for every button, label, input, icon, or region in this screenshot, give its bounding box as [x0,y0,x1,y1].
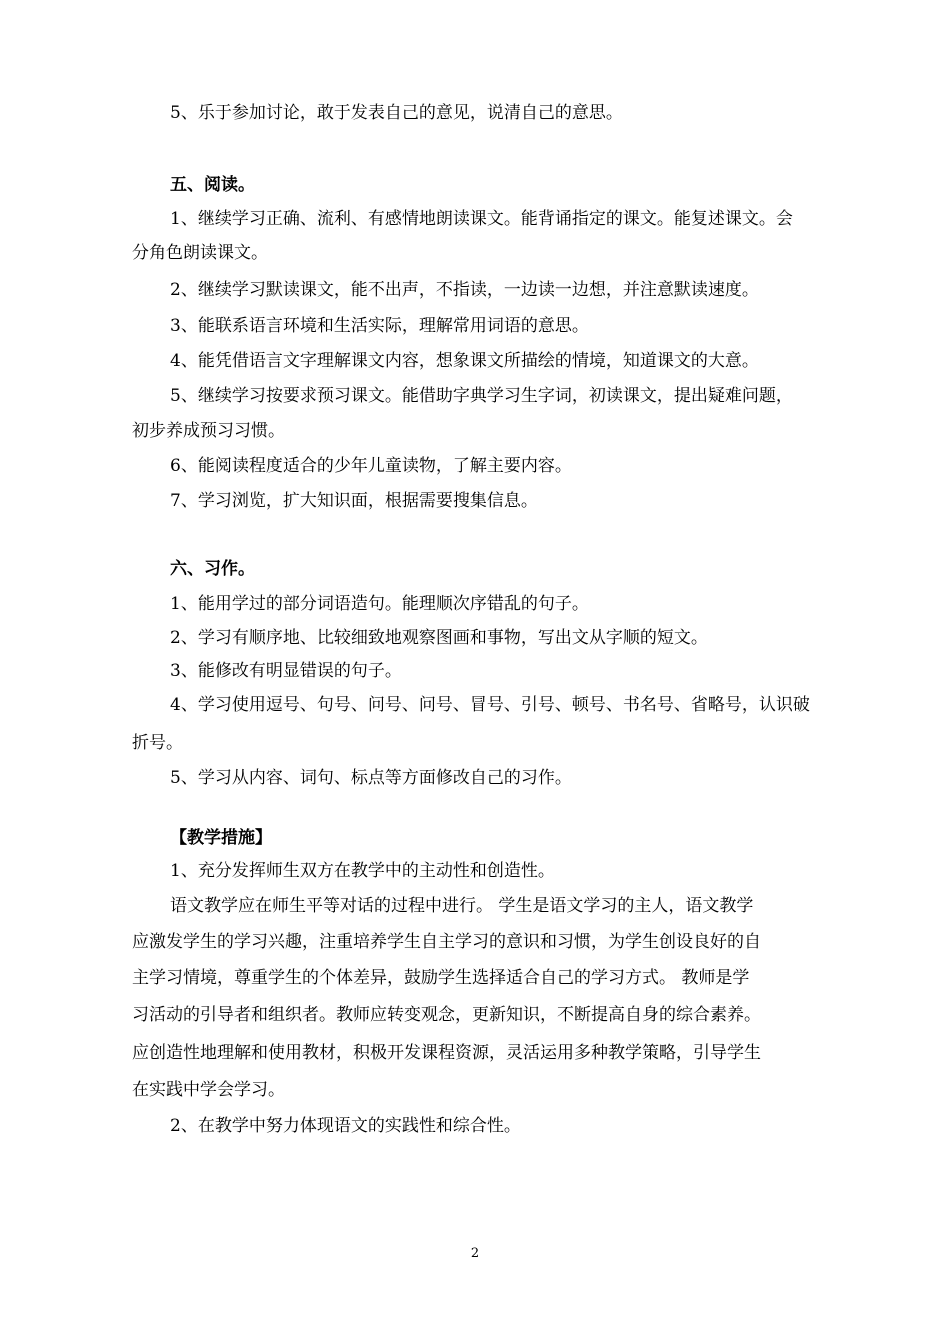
reading-item-6: 6、能阅读程度适合的少年儿童读物，了解主要内容。 [170,456,572,476]
measure-item-2: 2、在教学中努力体现语文的实践性和综合性。 [170,1116,521,1136]
reading-item-7: 7、学习浏览，扩大知识面，根据需要搜集信息。 [170,491,538,511]
section-heading-writing: 六、习作。 [170,559,255,579]
reading-item-2: 2、继续学习默读课文，能不出声，不指读，一边读一边想，并注意默读速度。 [170,280,759,300]
writing-item-4: 4、学习使用逗号、句号、问号、问号、冒号、引号、顿号、书名号、省略号，认识破 [170,695,810,715]
measure-paragraph-line-1: 语文教学应在师生平等对话的过程中进行。 学生是语文学习的主人，语文教学 [170,896,754,916]
speaking-item-5: 5、乐于参加讨论，敢于发表自己的意见，说清自己的意思。 [170,103,623,123]
measure-paragraph-line-6: 在实践中学会学习。 [132,1080,285,1100]
reading-item-1: 1、继续学习正确、流利、有感情地朗读课文。能背诵指定的课文。能复述课文。会 [170,209,793,229]
writing-item-1: 1、能用学过的部分词语造句。能理顺次序错乱的句子。 [170,594,589,614]
reading-item-4: 4、能凭借语言文字理解课文内容，想象课文所描绘的情境，知道课文的大意。 [170,351,759,371]
reading-item-3: 3、能联系语言环境和生活实际，理解常用词语的意思。 [170,316,589,336]
reading-item-5: 5、继续学习按要求预习课文。能借助字典学习生字词，初读课文，提出疑难问题， [170,386,793,406]
measure-paragraph-line-2: 应激发学生的学习兴趣，注重培养学生自主学习的意识和习惯，为学生创设良好的自 [132,932,761,952]
section-heading-teaching-measures: 【教学措施】 [170,828,272,848]
writing-item-5: 5、学习从内容、词句、标点等方面修改自己的习作。 [170,768,572,788]
measure-paragraph-line-5: 应创造性地理解和使用教材，积极开发课程资源，灵活运用多种教学策略，引导学生 [132,1043,761,1063]
reading-item-1-cont: 分角色朗读课文。 [132,243,268,263]
writing-item-2: 2、学习有顺序地、比较细致地观察图画和事物，写出文从字顺的短文。 [170,628,708,648]
reading-item-5-cont: 初步养成预习习惯。 [132,421,285,441]
writing-item-4-cont: 折号。 [132,733,183,753]
measure-item-1: 1、充分发挥师生双方在教学中的主动性和创造性。 [170,861,555,881]
section-heading-reading: 五、阅读。 [170,175,255,195]
page-number: 2 [470,1246,480,1261]
measure-paragraph-line-4: 习活动的引导者和组织者。教师应转变观念，更新知识，不断提高自身的综合素养。 [132,1005,761,1025]
measure-paragraph-line-3: 主学习情境，尊重学生的个体差异，鼓励学生选择适合自己的学习方式。 教师是学 [132,968,750,988]
writing-item-3: 3、能修改有明显错误的句子。 [170,661,402,681]
